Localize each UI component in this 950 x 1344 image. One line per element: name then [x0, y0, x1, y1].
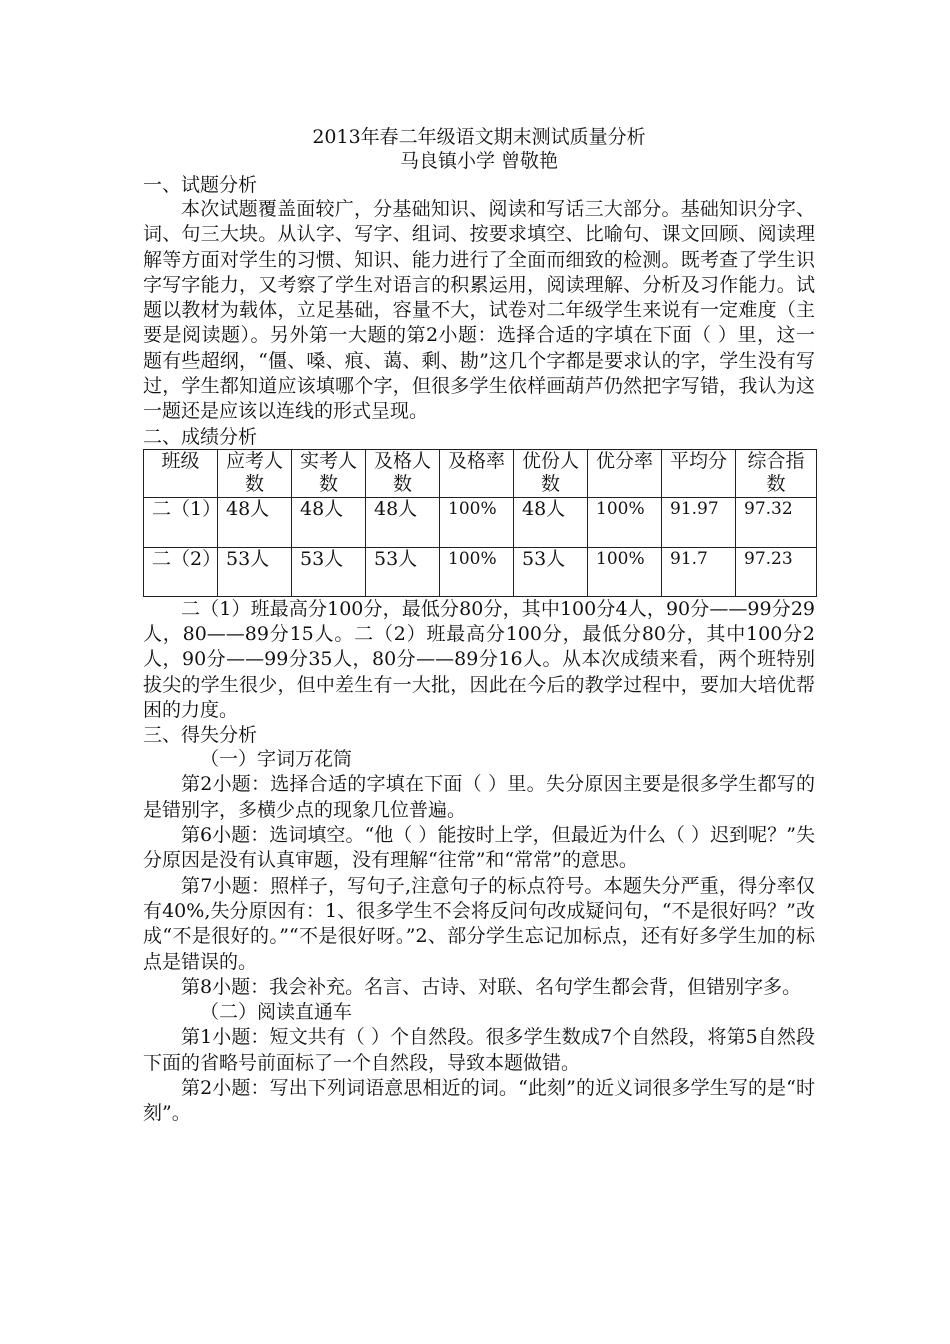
section-2-heading: 二、成绩分析 — [143, 425, 258, 448]
table-header-cell: 综合指数 — [736, 449, 817, 497]
document-page — [143, 125, 815, 1127]
table-row — [144, 547, 817, 596]
table-cell: 91.7 — [662, 547, 736, 596]
table-header-cell: 实考人数 — [292, 449, 366, 497]
table-cell: 48人 — [366, 497, 440, 547]
analysis-paragraph: 第8小题：我会补充。名言、古诗、对联、名句学生都会背，但错别字多。 — [181, 975, 802, 998]
analysis-paragraph: 第2小题：选择合适的字填在下面（ ）里。失分原因主要是很多学生都写的是错别字，多横少点的现象几位普遍。 — [143, 773, 815, 821]
section-3-heading: 三、得失分析 — [143, 724, 258, 747]
subsection-heading: （二）阅读直通车 — [200, 1001, 353, 1024]
table-header-cell: 优分率 — [588, 449, 662, 497]
doc-author-line: 马良镇小学 曾敬艳 — [399, 150, 559, 172]
analysis-paragraph: 第7小题：照样子，写句子,注意句子的标点符号。本题失分严重，得分率仅有40%,失分原因有：1、很多学生不会将反问句改成疑问句，“不是很好吗？”改成“不是很好的。”“不是很好呀。”2、部分学生忘记加标点，还有好多学生加的标点是错误的。 — [143, 874, 815, 973]
table-cell: 53人 — [366, 547, 440, 596]
table-cell: 100% — [440, 497, 514, 547]
table-cell: 100% — [588, 547, 662, 596]
analysis-paragraph: 第6小题：选词填空。“他（ ）能按时上学，但最近为什么（ ）迟到呢？”失分原因是没有认真审题，没有理解“往常”和“常常”的意思。 — [143, 824, 815, 872]
table-cell: 100% — [588, 497, 662, 547]
table-header-cell: 及格人数 — [366, 449, 440, 497]
subsection-heading: （一）字词万花筒 — [200, 748, 353, 771]
table-header-cell: 班级 — [144, 449, 218, 497]
table-cell: 100% — [440, 547, 514, 596]
analysis-paragraph: 第2小题：写出下列词语意思相近的词。“此刻”的近义词很多学生写的是“时刻”。 — [143, 1077, 815, 1125]
table-cell: 53人 — [218, 547, 292, 596]
table-header-row — [144, 449, 817, 497]
table-header-cell: 优份人数 — [514, 449, 588, 497]
table-cell: 二（1） — [144, 497, 218, 547]
table-cell: 二（2） — [144, 547, 218, 596]
analysis-paragraph: 第1小题：短文共有（ ）个自然段。很多学生数成7个自然段，将第5自然段下面的省略号前面标了一个自然段，导致本题做错。 — [143, 1026, 815, 1074]
doc-title: 2013年春二年级语文期末测试质量分析 — [312, 126, 646, 148]
table-cell: 48人 — [514, 497, 588, 547]
table-cell: 91.97 — [662, 497, 736, 547]
section-2-paragraph: 二（1）班最高分100分，最低分80分，其中100分4人，90分——99分29人，80——89分15人。二（2）班最高分100分，最低分80分，其中100分2人，90分——99分35人，80分——89分16人。从本次成绩来看，两个班特别拔尖的学生很少，但中差生有一大批，因此在今后的教学过程中，要加大培优帮困的力度。 — [143, 597, 815, 721]
section-1-paragraph: 本次试题覆盖面较广，分基础知识、阅读和写话三大部分。基础知识分字、词、句三大块。从认字、写字、组词、按要求填空、比喻句、课文回顾、阅读理解等方面对学生的习惯、知识、能力进行了全面而细致的检测。既考查了学生识字写字能力，又考察了学生对语言的积累运用，阅读理解、分析及习作能力。试题以教材为载体，立足基础，容量不大，试卷对二年级学生来说有一定难度（主要是阅读题）。另外第一大题的第2小题：选择合适的字填在下面（ ）里，这一题有些超纲，“僵、嗓、痕、蔼、剩、勘”这几个字都是要求认的字，学生没有写过，学生都知道应该填哪个字，但很多学生依样画葫芦仍然把字写错，我认为这一题还是应该以连线的形式呈现。 — [143, 198, 815, 423]
table-cell: 48人 — [218, 497, 292, 547]
table-cell: 48人 — [292, 497, 366, 547]
table-header-cell: 平均分 — [662, 449, 736, 497]
table-cell: 97.32 — [736, 497, 817, 547]
table-cell: 53人 — [514, 547, 588, 596]
table-row — [144, 497, 817, 547]
table-header-cell: 及格率 — [440, 449, 514, 497]
table-header-cell: 应考人数 — [218, 449, 292, 497]
table-cell: 53人 — [292, 547, 366, 596]
section-1-heading: 一、试题分析 — [143, 174, 258, 196]
table-cell: 97.23 — [736, 547, 817, 596]
score-table — [143, 449, 817, 597]
